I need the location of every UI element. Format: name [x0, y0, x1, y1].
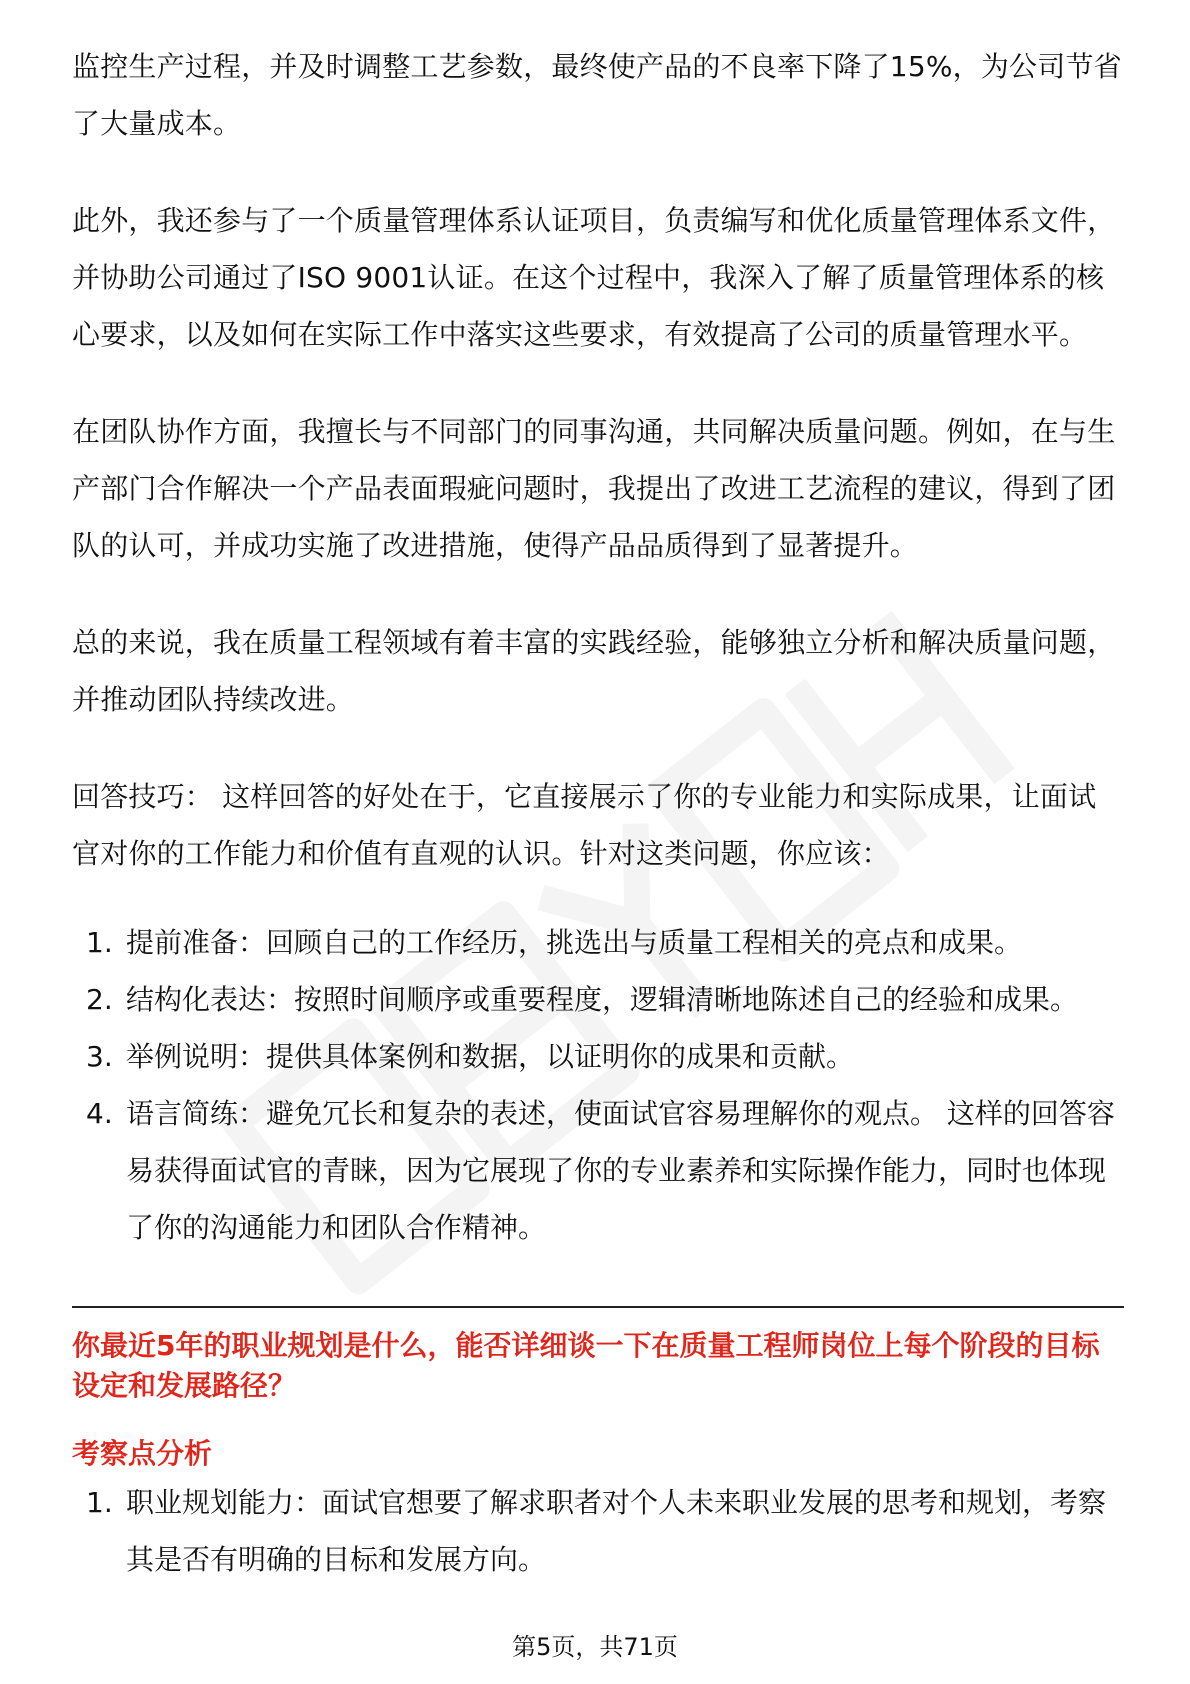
list-item-text: 职业规划能力：面试官想要了解求职者对个人未来职业发展的思考和规划，考察其是否有明确的目标和发展方向。: [126, 1486, 1107, 1576]
section-divider: [72, 1306, 1124, 1308]
list-item-text: 举例说明：提供具体案例和数据，以证明你的成果和贡献。: [126, 1040, 855, 1073]
question-title: 你最近5年的职业规划是什么，能否详细谈一下在质量工程师岗位上每个阶段的目标设定和发展路径？: [72, 1329, 1100, 1402]
analysis-points-list: [72, 1474, 1122, 1588]
list-item: [72, 914, 1122, 971]
tips-list: [72, 914, 1122, 1256]
paragraph-summary: 总的来说，我在质量工程领域有着丰富的实践经验，能够独立分析和解决质量问题，并推动团队持续改进。: [72, 626, 1116, 716]
list-item: [72, 1085, 1122, 1256]
paragraph-iso-certification: 此外，我还参与了一个质量管理体系认证项目，负责编写和优化质量管理体系文件，并协助公司通过了ISO 9001认证。在这个过程中，我深入了解了质量管理体系的核心要求，以及如何在实际工作中落实这些要求，有效提高了公司的质量管理水平。: [72, 204, 1116, 351]
paragraph-quality-result: 监控生产过程，并及时调整工艺参数，最终使产品的不良率下降了15%，为公司节省了大量成本。: [72, 50, 1122, 140]
list-item-number: 4.: [86, 1097, 113, 1130]
list-item: [72, 1474, 1122, 1588]
main-content: [72, 38, 1122, 1588]
list-item: [72, 971, 1122, 1028]
list-item: [72, 1028, 1122, 1085]
tips-list-block: [72, 914, 1122, 1256]
list-item-number: 2.: [86, 983, 113, 1016]
list-item-number: 1.: [86, 926, 113, 959]
list-item-text: 结构化表达：按照时间顺序或重要程度，逻辑清晰地陈述自己的经验和成果。: [126, 983, 1079, 1016]
list-item-number: 3.: [86, 1040, 113, 1073]
paragraph-teamwork: 在团队协作方面，我擅长与不同部门的同事沟通，共同解决质量问题。例如，在与生产部门合作解决一个产品表面瑕疵问题时，我提出了改进工艺流程的建议，得到了团队的认可，并成功实施了改进措施，使得产品品质得到了显著提升。: [72, 415, 1116, 562]
paragraph-answer-tips: 回答技巧： 这样回答的好处在于，它直接展示了你的专业能力和实际成果，让面试官对你的工作能力和价值有直观的认识。针对这类问题，你应该：: [72, 780, 1097, 870]
list-item-text: 语言简练：避免冗长和复杂的表述，使面试官容易理解你的观点。 这样的回答容易获得面试官的青睐，因为它展现了你的专业素养和实际操作能力，同时也体现了你的沟通能力和团队合作精神。: [126, 1097, 1115, 1244]
list-item-text: 提前准备：回顾自己的工作经历，挑选出与质量工程相关的亮点和成果。: [126, 926, 1023, 959]
analysis-heading: 考察点分析: [72, 1437, 213, 1470]
list-item-number: 1.: [86, 1486, 113, 1519]
page-footer: 第5页，共71页: [512, 1633, 678, 1661]
